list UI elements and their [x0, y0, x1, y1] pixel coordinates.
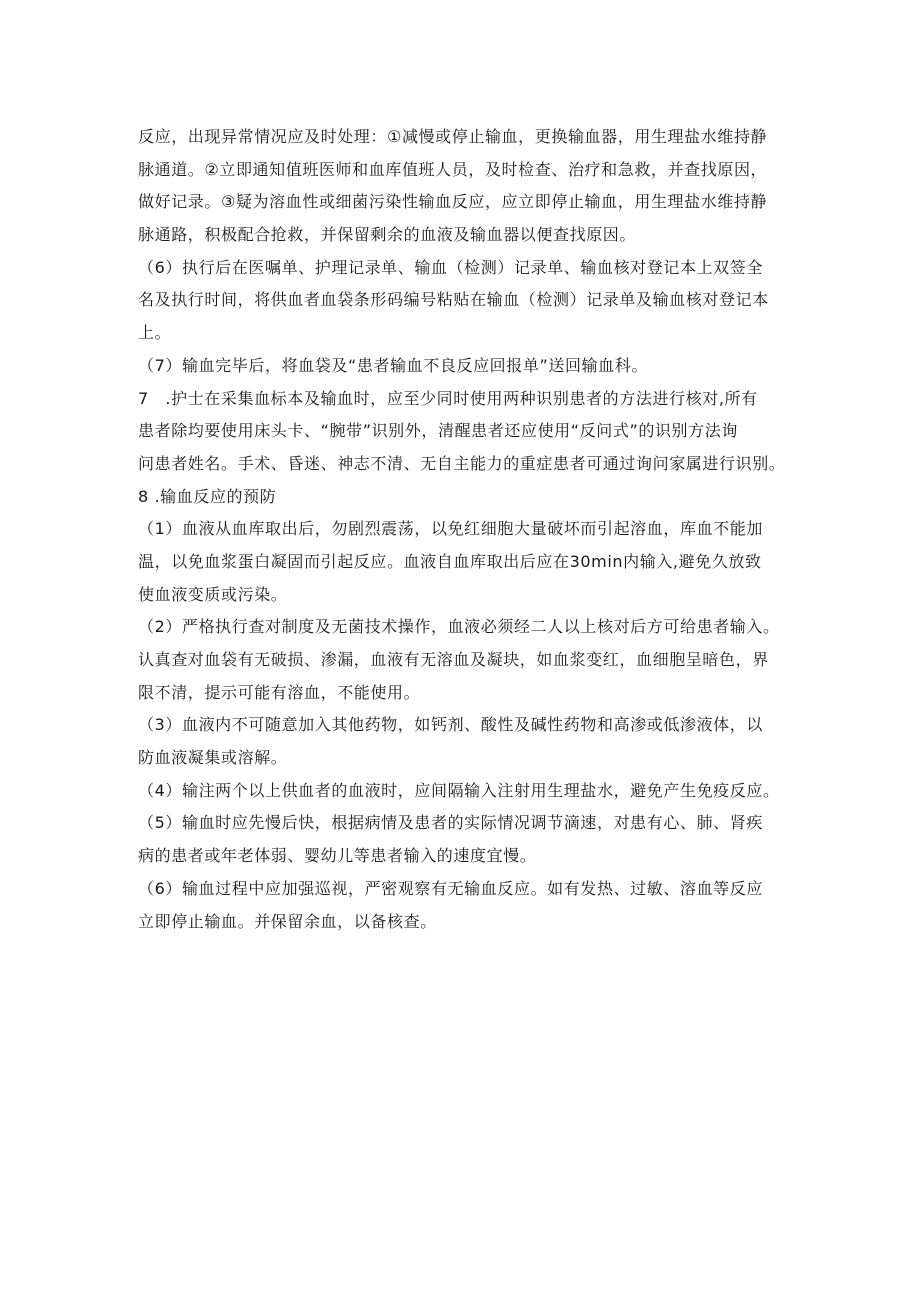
text-line: 防血液凝集或溶解。 — [138, 748, 288, 768]
text-line: 使血液变质或污染。 — [138, 584, 288, 604]
text-line: 问患者姓名。手术、昏迷、神志不清、无自主能力的重症患者可通过询问家属进行识别。 — [138, 453, 786, 473]
text-line: 名及执行时间，将供血者血袋条形码编号粘贴在输血（检测）记录单及输血核对登记本 — [138, 290, 769, 310]
text-line: 上。 — [138, 323, 172, 343]
text-line: （6）输血过程中应加强巡视，严密观察有无输血反应。如有发热、过敏、溶血等反应 — [138, 878, 763, 898]
text-line: 认真查对血袋有无破损、渗漏，血液有无溶血及凝块，如血浆变红，血细胞呈暗色，界 — [138, 650, 769, 669]
text-line: 反应，出现异常情况应及时处理：①减慢或停止输血，更换输血器，用生理盐水维持静 — [138, 127, 768, 146]
text-line: （5）输血时应先慢后快，根据病情及患者的实际情况调节滴速，对患有心、肺、肾疾 — [138, 813, 763, 833]
text-line: 脉通道。②立即通知值班医师和血库值班人员，及时检查、治疗和急救，并查找原因， — [138, 159, 768, 179]
text-line: 患者除均要使用床头卡、“腕带”识别外，清醒患者还应使用“反问式”的识别方法询 — [138, 421, 738, 441]
text-line: （7）输血完毕后，将血袋及“患者输血不良反应回报单”送回输血科。 — [138, 355, 648, 375]
text-line: 立即停止输血。并保留余血，以备核查。 — [138, 911, 437, 931]
text-line: 脉通路，积极配合抢救，并保留剩余的血液及输血器以便查找原因。 — [138, 225, 637, 245]
text-line: （2）严格执行查对制度及无菌技术操作，血液必须经二人以上核对后方可给患者输入。 — [138, 617, 780, 637]
text-line: 限不清，提示可能有溶血，不能使用。 — [138, 682, 421, 702]
text-line: 做好记录。③疑为溶血性或细菌污染性输血反应，应立即停止输血，用生理盐水维持静 — [138, 192, 768, 212]
text-line: （1）血液从血库取出后，勿剧烈震荡，以免红细胞大量破坏而引起溶血，库血不能加 — [138, 519, 763, 539]
text-line: 温，以免血浆蛋白凝固而引起反应。血液自血库取出后应在30min内输入,避免久放致 — [138, 551, 762, 571]
text-line: 病的患者或年老体弱、婴幼儿等患者输入的速度宜慢。 — [138, 846, 537, 866]
document-body — [138, 121, 798, 938]
text-line: （6）执行后在医嘱单、护理记录单、输血（检测）记录单、输血核对登记本上双签全 — [138, 257, 763, 277]
text-line: 7 .护士在采集血标本及输血时，应至少同时使用两种识别患者的方法进行核对,所有 — [138, 388, 758, 408]
text-line: （3）血液内不可随意加入其他药物，如钙剂、酸性及碱性药物和高渗或低渗液体，以 — [138, 715, 763, 735]
text-line: （4）输注两个以上供血者的血液时，应间隔输入注射用生理盐水，避免产生免疫反应。 — [138, 780, 780, 800]
section-heading: 8 .输血反应的预防 — [138, 486, 277, 506]
